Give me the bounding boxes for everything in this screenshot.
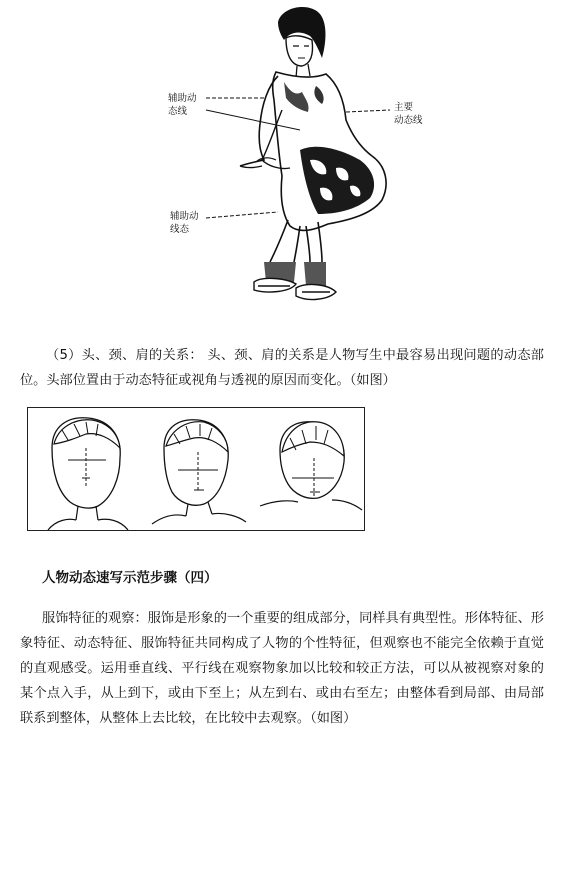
section-title: 人物动态速写示范步骤（四） xyxy=(42,570,218,586)
heads-illustration-frame xyxy=(27,407,365,531)
seated-woman-sketch xyxy=(150,0,440,322)
three-heads-sketch xyxy=(28,408,364,530)
paragraph-head-neck-shoulder: （5）头、颈、肩的关系： 头、颈、肩的关系是人物写生中最容易出现问题的动态部位。头部位置由于动态特征或视角与透视的原因而变化。（如图） xyxy=(20,348,544,388)
label-main-dynamic-line: 主要 动态线 xyxy=(394,102,423,126)
seated-figure-illustration xyxy=(150,0,440,322)
head-frontal xyxy=(48,418,128,530)
paragraph-clothing-features: 服饰特征的观察：服饰是形象的一个重要的组成部分，同样具有典型性。形体特征、形象特征、动态特征、服饰特征共同构成了人物的个性特征，但观察也不能完全依赖于直觉的直观感受。运用垂直线、平行线在观察物象加以比较和较正方法，可以从被视察对象的某个点入手，从上到下，或由下至上；从左到右、或由右至左；由整体看到局部、由局部联系到整体，从整体上去比较，在比较中去观察。（如图） xyxy=(20,611,544,726)
head-looking-down xyxy=(260,422,362,510)
head-tilted-down xyxy=(152,420,246,524)
label-auxiliary-dynamic-line-lower: 辅助动 线态 xyxy=(170,211,199,235)
label-auxiliary-dynamic-line-upper: 辅助动 态线 xyxy=(168,93,197,117)
